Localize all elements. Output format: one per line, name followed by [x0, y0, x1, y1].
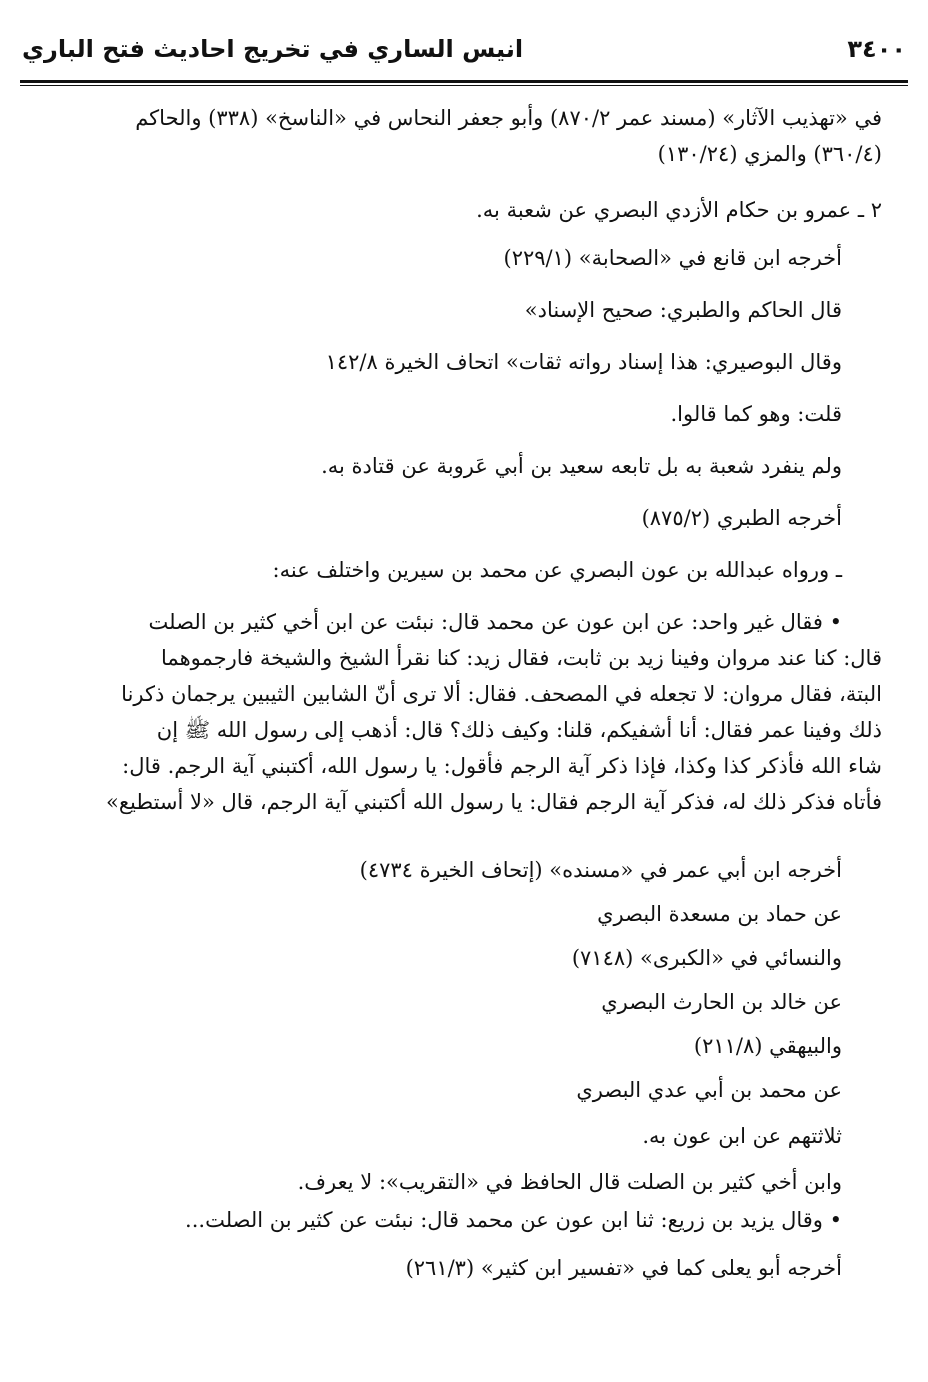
text-line: في «تهذيب الآثار» (مسند عمر ٨٧٠/٢) وأبو جعفر النحاس في «الناسخ» (٣٣٨) والحاكم — [135, 106, 882, 130]
text-line: ـ ورواه عبدالله بن عون البصري عن محمد بن سيرين واختلف عنه: — [272, 558, 842, 582]
text-line: (٣٦٠/٤) والمزي (١٣٠/٢٤) — [657, 142, 882, 166]
text-line: والنسائي في «الكبرى» (٧١٤٨) — [571, 946, 842, 970]
text-line: • فقال غير واحد: عن ابن عون عن محمد قال: نبئت عن ابن أخي كثير بن الصلت — [148, 610, 842, 634]
text-line: ذلك وفينا عمر فقال: أنا أشفيكم، قلنا: وكيف ذلك؟ قال: أذهب إلى رسول الله ﷺ إن — [156, 718, 882, 742]
text-line: قلت: وهو كما قالوا. — [670, 402, 842, 426]
text-line: عن حماد بن مسعدة البصري — [597, 902, 842, 926]
text-line: ٢ ـ عمرو بن حكام الأزدي البصري عن شعبة به. — [476, 198, 882, 222]
book-title: انيس الساري في تخريج احاديث فتح الباري — [22, 35, 524, 63]
text-line: ولم ينفرد شعبة به بل تابعه سعيد بن أبي عَروبة عن قتادة به. — [321, 454, 842, 478]
text-line: أخرجه ابن قانع في «الصحابة» (٢٢٩/١) — [503, 246, 842, 270]
text-line: • وقال يزيد بن زريع: ثنا ابن عون عن محمد قال: نبئت عن كثير بن الصلت... — [185, 1208, 842, 1232]
text-line: عن خالد بن الحارث البصري — [601, 990, 842, 1014]
text-line: قال الحاكم والطبري: صحيح الإسناد» — [524, 298, 842, 322]
header-rule-thin — [20, 85, 908, 86]
text-line: شاء الله فأذكر كذا وكذا، فإذا ذكر آية الرجم فأقول: يا رسول الله، أكتبني آية الرجم. قال: — [122, 754, 882, 778]
page-number: ٣٤٠٠ — [847, 35, 906, 63]
text-line: والبيهقي (٢١١/٨) — [693, 1034, 842, 1058]
text-line: أخرجه الطبري (٨٧٥/٢) — [641, 506, 842, 530]
text-line: أخرجه ابن أبي عمر في «مسنده» (إتحاف الخيرة ٤٧٣٤) — [359, 858, 842, 882]
text-line: فأتاه فذكر ذلك له، فذكر آية الرجم فقال: يا رسول الله أكتبني آية الرجم، قال «لا أستطيع» — [105, 790, 882, 814]
text-line: عن محمد بن أبي عدي البصري — [576, 1078, 842, 1102]
text-line: قال: كنا عند مروان وفينا زيد بن ثابت، فقال زيد: كنا نقرأ الشيخ والشيخة فارجموهما — [161, 646, 882, 670]
text-line: ثلاثتهم عن ابن عون به. — [642, 1124, 842, 1148]
text-line: وقال البوصيري: هذا إسناد رواته ثقات» اتحاف الخيرة ١٤٢/٨ — [325, 350, 842, 374]
text-line: وابن أخي كثير بن الصلت قال الحافظ في «التقريب»: لا يعرف. — [297, 1170, 842, 1194]
text-line: أخرجه أبو يعلى كما في «تفسير ابن كثير» (٢٦١/٣) — [405, 1256, 842, 1280]
header-rule — [20, 80, 908, 83]
running-header — [22, 28, 906, 70]
text-line: البتة، فقال مروان: لا تجعله في المصحف. فقال: ألا ترى أنّ الشابين الثيبين يرجمان ذكرنا — [121, 682, 882, 706]
